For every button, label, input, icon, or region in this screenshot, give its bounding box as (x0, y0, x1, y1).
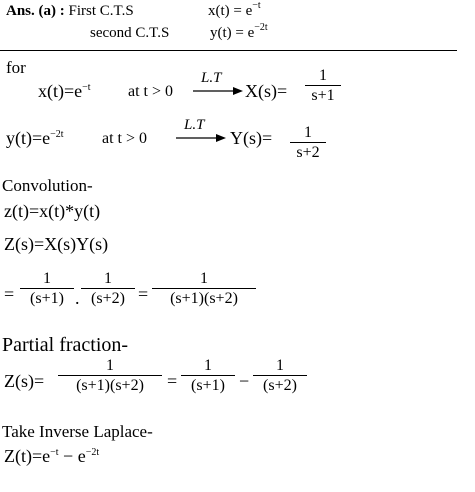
partial-f1-numerator: 1 (106, 357, 114, 374)
first-cts-expr: x(t) = e (208, 3, 253, 19)
conv-fraction-2 (81, 270, 135, 309)
inverse-laplace-heading: Take Inverse Laplace- (2, 422, 153, 441)
y-t-exponent: −2t (50, 129, 64, 140)
conv-f1-denominator: (s+1) (30, 290, 64, 307)
conv-f2-denominator: (s+2) (91, 290, 125, 307)
inverse-expr: Z(t)=e (4, 446, 51, 466)
partial-f1-denominator: (s+1)(s+2) (76, 377, 144, 394)
x-t-expr: x(t)=e (38, 81, 83, 101)
partial-f3-numerator: 1 (276, 357, 284, 374)
conv-f2-numerator: 1 (104, 270, 112, 287)
x-s-denominator: s+1 (311, 87, 335, 104)
equals-sign: = (167, 371, 178, 391)
x-t-equation (38, 81, 91, 102)
answer-label: Ans. (a) : (6, 3, 65, 19)
convolution-heading: Convolution- (2, 176, 93, 195)
x-s-expr: X(s)= (245, 81, 288, 101)
right-arrow-icon (176, 133, 226, 143)
laplace-arrow-2 (176, 117, 226, 145)
x-t-condition: at t > 0 (128, 83, 174, 100)
equals-sign: = (138, 284, 149, 304)
partial-f3-denominator: (s+2) (263, 377, 297, 394)
inverse-laplace-equation (4, 446, 99, 467)
header-divider (0, 50, 457, 51)
y-t-condition: at t > 0 (102, 130, 148, 147)
y-t-equation (6, 128, 64, 149)
second-cts-equation (210, 22, 268, 42)
convolution-time-eq: z(t)=x(t)*y(t) (4, 201, 101, 221)
partial-f2-denominator: (s+1) (191, 377, 225, 394)
inverse-exponent-1: −t (50, 447, 59, 458)
inverse-minus: − e (58, 446, 86, 466)
laplace-arrow-1 (193, 70, 243, 98)
conv-f3-denominator: (s+1)(s+2) (170, 290, 238, 307)
conv-f3-numerator: 1 (200, 270, 208, 287)
y-s-numerator: 1 (304, 124, 312, 141)
y-s-fraction (290, 124, 326, 163)
second-cts-label: second C.T.S (90, 25, 170, 41)
second-cts-exponent: −2t (254, 22, 268, 33)
partial-lhs: Z(s)= (4, 371, 45, 391)
header-line-1 (6, 3, 134, 20)
partial-fraction-3 (253, 357, 307, 396)
inverse-exponent-2: −2t (85, 447, 100, 458)
dot-operator: . (75, 288, 80, 308)
partial-f2-numerator: 1 (204, 357, 212, 374)
partial-fraction-1 (58, 357, 162, 396)
minus-sign: − (239, 371, 250, 391)
first-cts-label: First C.T.S (68, 3, 134, 19)
y-s-expr: Y(s)= (230, 128, 273, 148)
first-cts-equation (208, 0, 261, 20)
right-arrow-icon (193, 86, 243, 96)
convolution-s-eq: Z(s)=X(s)Y(s) (4, 234, 109, 254)
x-s-numerator: 1 (319, 67, 327, 84)
laplace-label-1: L.T (201, 70, 222, 86)
partial-fraction-heading: Partial fraction- (2, 334, 129, 356)
y-t-expr: y(t)=e (6, 128, 51, 148)
second-cts-expr: y(t) = e (210, 25, 255, 41)
conv-f1-numerator: 1 (43, 270, 51, 287)
laplace-label-2: L.T (184, 117, 205, 133)
first-cts-exponent: −t (252, 0, 261, 11)
conv-fraction-3 (152, 270, 256, 309)
for-label: for (6, 58, 26, 77)
x-t-exponent: −t (82, 82, 91, 93)
equals-sign: = (4, 284, 15, 304)
partial-fraction-2 (181, 357, 235, 396)
conv-fraction-1 (20, 270, 74, 309)
y-s-denominator: s+2 (296, 144, 320, 161)
x-s-fraction (305, 67, 341, 106)
